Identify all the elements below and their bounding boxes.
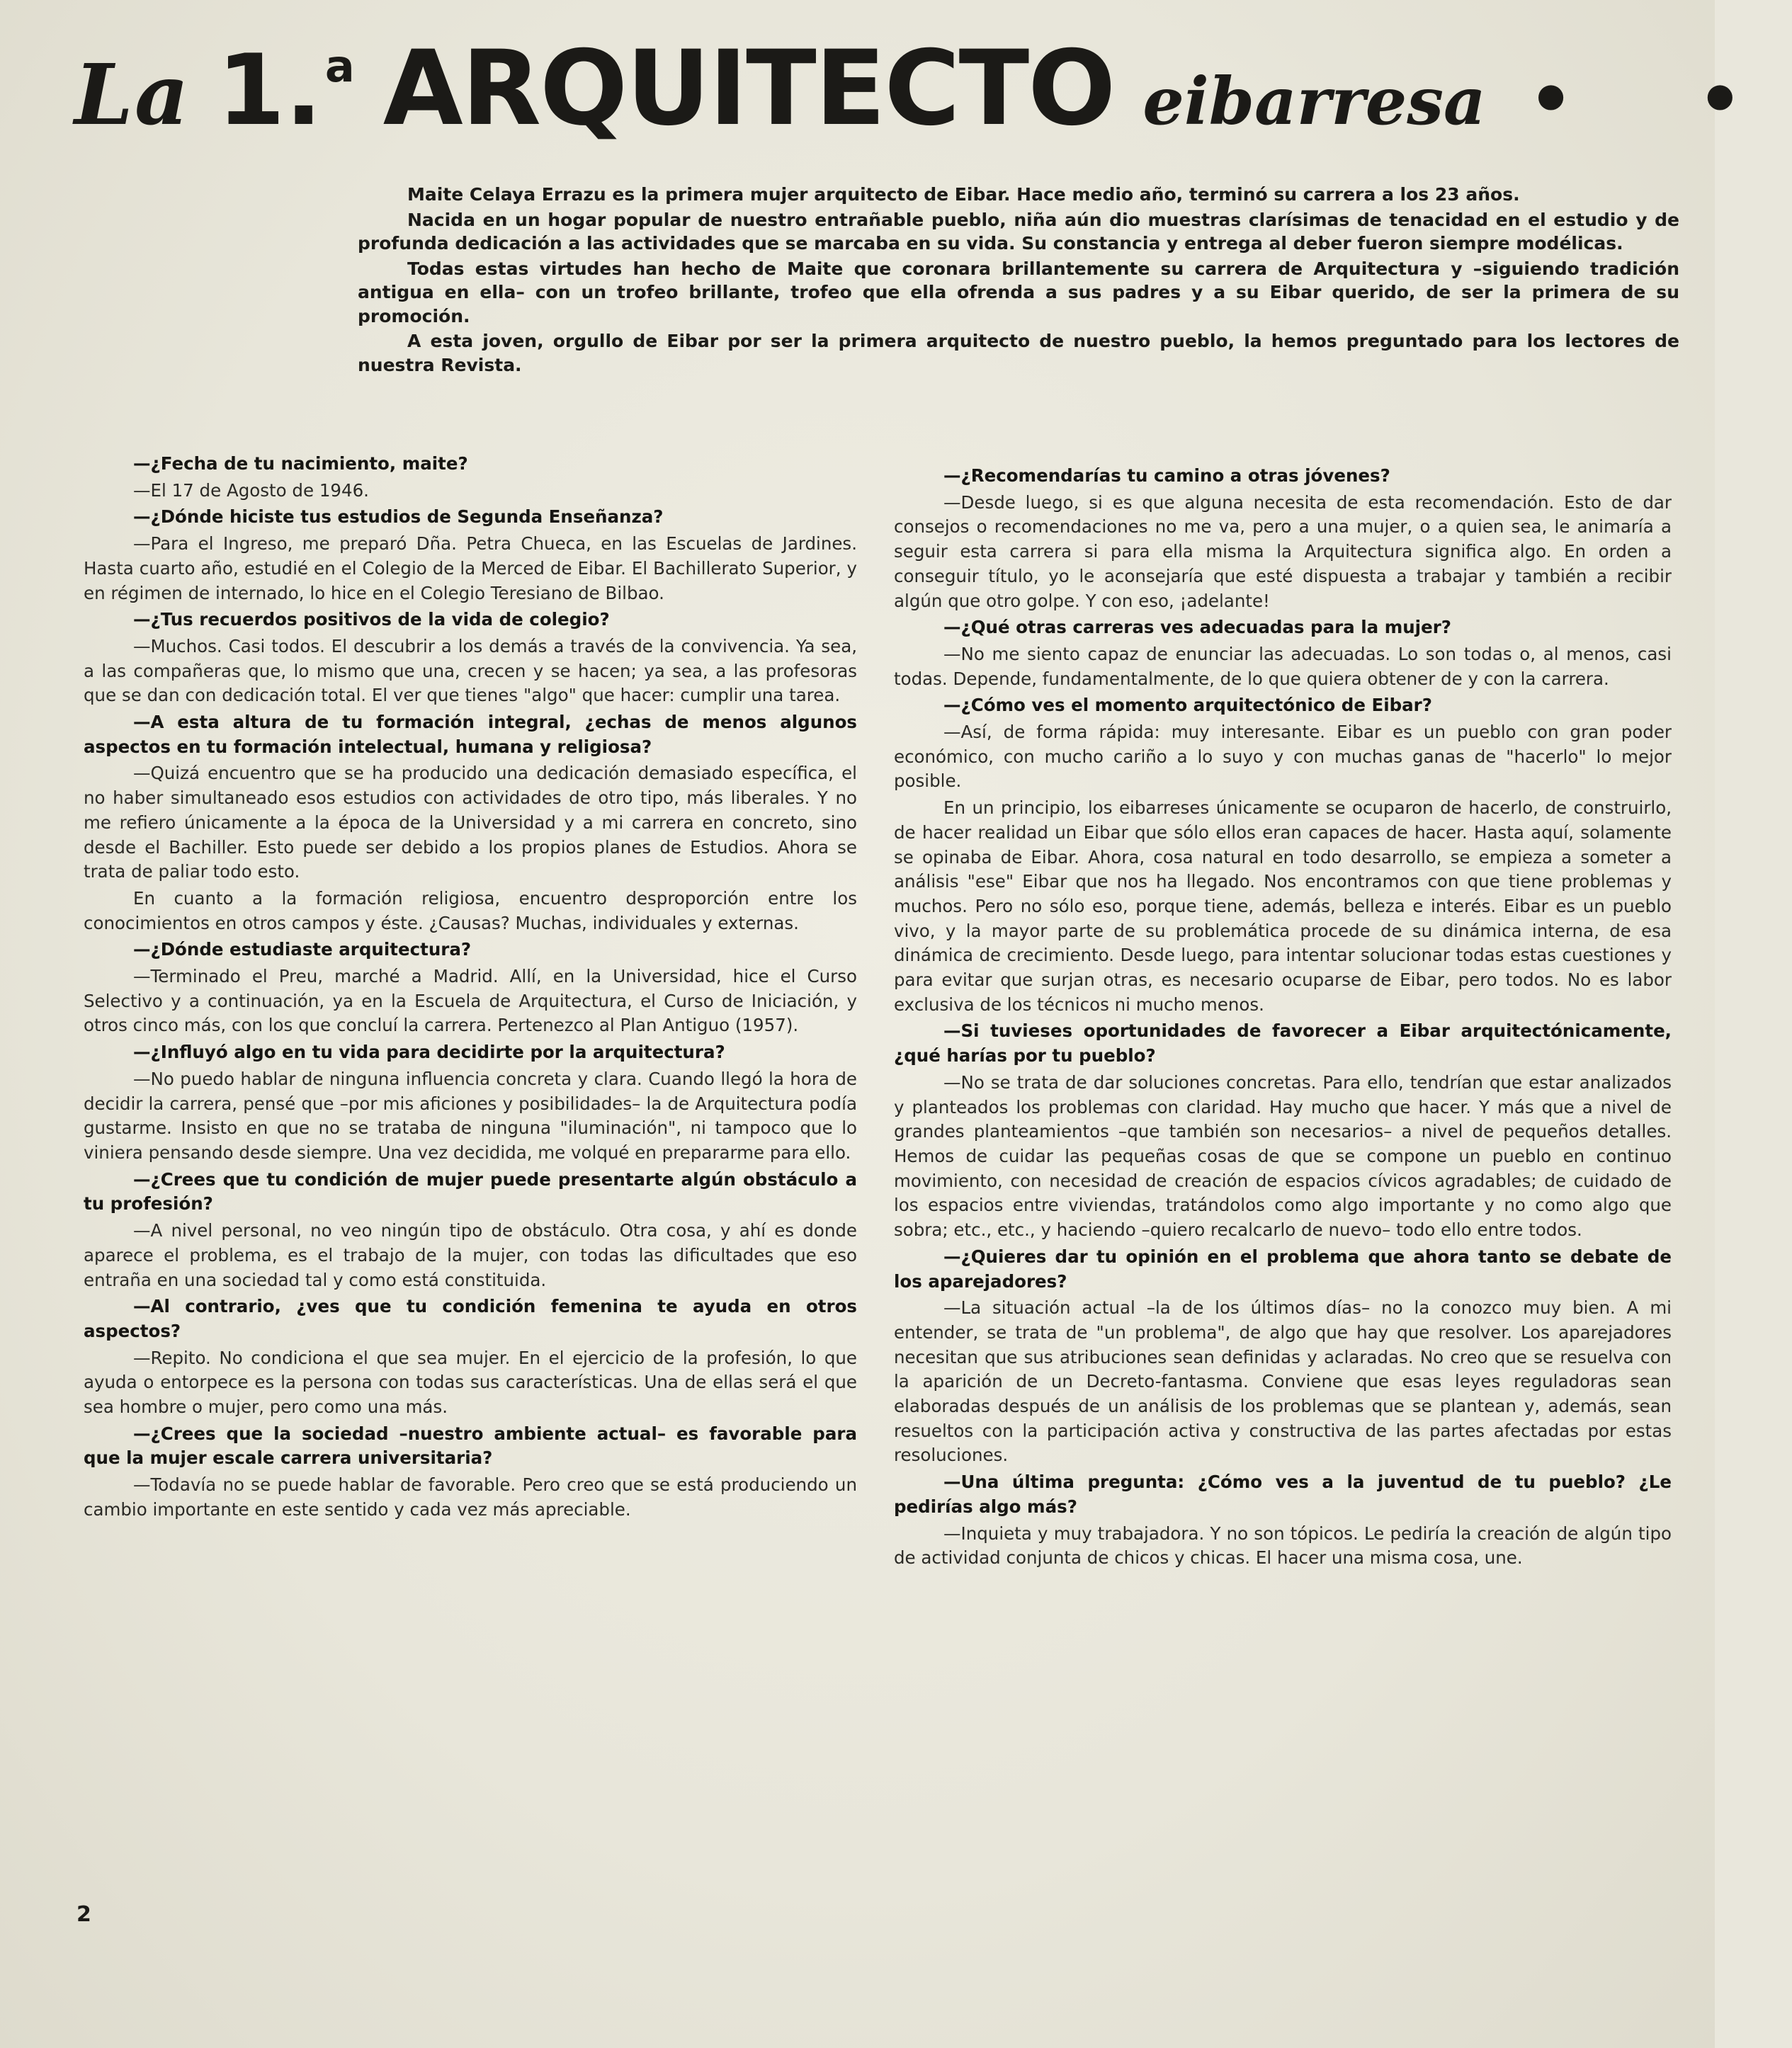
- interview-question: —¿Fecha de tu nacimiento, maite?: [133, 453, 468, 474]
- title-la: La: [74, 45, 191, 144]
- interview-question: —Al contrario, ¿ves que tu condición femenina te ayuda en otros aspectos?: [84, 1296, 857, 1341]
- intro-paragraph: Todas estas virtudes han hecho de Maite que coronara brillantemente su carrera de Arquitectura y –siguiendo tradición antigua en ella– con un trofeo brillante, trofeo que ella ofrenda a sus padres y a su Eibar querido, de ser la primera de su promoción.: [358, 258, 1679, 326]
- interview-answer: En un principio, los eibarreses únicamente se ocuparon de hacerlo, de construirlo, de hacer realidad un Eibar que sólo ellos eran capaces de hacer. Hasta aquí, solamente se opinaba de Eibar. Ahora, cosa natural en todo desarrollo, se empieza a someter a análisis "ese" Eibar que nos ha llegado. Nos encontramos con que tiene problemas y muchos. Pero no sólo eso, porque tiene, además, belleza e interés. Eibar es un pueblo vivo, y la mayor parte de su problemática procede de su dinámica interna, de esa dinámica de crecimiento. Desde luego, para intentar solucionar todas estas cuestiones y para evitar que surjan otras, es necesario ocuparse de Eibar, pero todos. No es labor exclusiva de los técnicos ni mucho menos.: [894, 797, 1672, 1015]
- interview-answer: —Así, de forma rápida: muy interesante. Eibar es un pueblo con gran poder económico, con mucho cariño a lo suyo y con muchas ganas de "hacerlo" lo mejor posible.: [894, 722, 1672, 792]
- interview-answer: —Terminado el Preu, marché a Madrid. Allí, en la Universidad, hice el Curso Selectivo y a continuación, ya en la Escuela de Arquitectura, el Curso de Iniciación, y otros cinco más, con los que concluí la carrera. Pertenezco al Plan Antiguo (1957).: [84, 966, 857, 1036]
- interview-answer: —Desde luego, si es que alguna necesita de esta recomendación. Esto de dar consejos o recomendaciones no me va, pero a una mujer, o a quien sea, le animaría a seguir esta carrera si para ella misma la Arquitectura significa algo. En orden a conseguir título, yo le aconsejaría que esté dispuesta a trabajar y también a recibir algún que otro golpe. Y con eso, ¡adelante!: [894, 491, 1672, 611]
- interview-answer: En cuanto a la formación religiosa, encuentro desproporción entre los conocimientos en otros campos y éste. ¿Causas? Muchas, individuales y externas.: [84, 887, 857, 933]
- title-dots: • •: [1528, 58, 1792, 141]
- interview-answer: —No se trata de dar soluciones concretas. Para ello, tendrían que estar analizados y planteados los problemas con claridad. Hay mucho que hacer. Y más que a nivel de grandes planteamientos –que también son necesarios– a nivel de pequeños detalles. Hemos de cuidar las pequeñas cosas de que se compone un pueblo en continuo movimiento, con necesidad de creación de espacios cívicos agradables; de cuidado de los espacios entre viviendas, tratándolos como algo importante y no como algo que sobra; etc., etc., y haciendo –quiero recalcarlo de nuevo– todo ello entre todos.: [894, 1071, 1672, 1241]
- interview-answer: —No me siento capaz de enunciar las adecuadas. Lo son todas o, al menos, casi todas. Depende, fundamentalmente, de lo que quiera obtener de y con la carrera.: [894, 643, 1672, 689]
- title-number-superscript: a: [324, 40, 355, 92]
- interview-question: —¿Crees que tu condición de mujer puede presentarte algún obstáculo a tu profesión?: [84, 1168, 857, 1214]
- interview-question: —Si tuvieses oportunidades de favorecer a Eibar arquitectónicamente, ¿qué harías por tu pueblo?: [894, 1020, 1672, 1066]
- interview-answer: —No puedo hablar de ninguna influencia concreta y clara. Cuando llegó la hora de decidir la carrera, pensé que –por mis aficiones y posibilidades– la de Arquitectura podía gustarme. Insisto en que no se trataba de ninguna "iluminación", ni tampoco que lo viniera pensando desde siempre. Una vez decidida, me volqué en prepararme para ello.: [84, 1068, 857, 1163]
- interview-question: —Una última pregunta: ¿Cómo ves a la juventud de tu pueblo? ¿Le pedirías algo más?: [894, 1472, 1672, 1517]
- page-number: 2: [76, 1902, 91, 1927]
- title-number: 1.: [217, 33, 322, 147]
- article-title: [74, 28, 1792, 149]
- interview-answer: —Repito. No condiciona el que sea mujer. En el ejercicio de la profesión, lo que ayuda o entorpece es la persona con todas sus características. Una de ellas será el que sea hombre o mujer, pero como una más.: [84, 1347, 857, 1418]
- intro-paragraph: Maite Celaya Errazu es la primera mujer arquitecto de Eibar. Hace medio año, terminó su carrera a los 23 años.: [407, 184, 1520, 205]
- interview-answer: —El 17 de Agosto de 1946.: [133, 479, 369, 501]
- interview-question: —¿Qué otras carreras ves adecuadas para la mujer?: [943, 617, 1451, 638]
- intro-paragraph: A esta joven, orgullo de Eibar por ser la primera arquitecto de nuestro pueblo, la hemos preguntado para los lectores de nuestra Revista.: [358, 331, 1679, 375]
- interview-answer: —Muchos. Casi todos. El descubrir a los demás a través de la convivencia. Ya sea, a las compañeras que, lo mismo que una, crecen y se hacen; ya sea, a las profesoras que se dan con dedicación total. El ver que tienes "algo" que hacer: cumplir una tarea.: [84, 635, 857, 706]
- interview-question: —¿Recomendarías tu camino a otras jóvenes?: [943, 465, 1390, 486]
- interview-answer: —Todavía no se puede hablar de favorable. Pero creo que se está produciendo un cambio importante en este sentido y cada vez más apreciable.: [84, 1474, 857, 1520]
- interview-question: —¿Dónde hiciste tus estudios de Segunda Enseñanza?: [133, 506, 664, 528]
- interview-answer: —Inquieta y muy trabajadora. Y no son tópicos. Le pediría la creación de algún tipo de actividad conjunta de chicos y chicas. El hacer una misma cosa, une.: [894, 1523, 1672, 1569]
- title-main: ARQUITECTO: [382, 28, 1115, 149]
- interview-answer: —Quizá encuentro que se ha producido una dedicación demasiado específica, el no haber simultaneado esos estudios con actividades de otro tipo, más liberales. Y no me refiero únicamente a la época de la Universidad y a mi carrera en concreto, sino desde el Bachiller. Esto puede ser debido a los propios planes de Estudios. Ahora se trata de paliar todo esto.: [84, 763, 857, 882]
- interview-question: —¿Quieres dar tu opinión en el problema que ahora tanto se debate de los aparejadores?: [894, 1246, 1672, 1292]
- title-suffix: eibarresa: [1142, 63, 1486, 140]
- interview-question: —¿Dónde estudiaste arquitectura?: [133, 939, 472, 960]
- left-column: [84, 452, 857, 1525]
- interview-question: —¿Influyó algo en tu vida para decidirte por la arquitectura?: [133, 1042, 725, 1063]
- right-column: [894, 464, 1672, 1573]
- interview-question: —¿Cómo ves el momento arquitectónico de Eibar?: [943, 695, 1432, 716]
- interview-answer: —Para el Ingreso, me preparó Dña. Petra Chueca, en las Escuelas de Jardines. Hasta cuarto año, estudié en el Colegio de la Merced de Eibar. El Bachillerato Superior, y en régimen de internado, lo hice en el Colegio Teresiano de Bilbao.: [84, 533, 857, 603]
- intro-paragraph: Nacida en un hogar popular de nuestro entrañable pueblo, niña aún dio muestras clarísimas de tenacidad en el estudio y de profunda dedicación a las actividades que se marcaba en su vida. Su constancia y entrega al deber fueron siempre modélicas.: [358, 209, 1679, 254]
- interview-question: —A esta altura de tu formación integral, ¿echas de menos algunos aspectos en tu formación intelectual, humana y religiosa?: [84, 712, 857, 757]
- interview-question: —¿Crees que la sociedad –nuestro ambiente actual– es favorable para que la mujer escale carrera universitaria?: [84, 1423, 857, 1469]
- intro-text: [358, 183, 1679, 378]
- interview-answer: —A nivel personal, no veo ningún tipo de obstáculo. Otra cosa, y ahí es donde aparece el problema, es el trabajo de la mujer, con todas las dificultades que eso entraña en una sociedad tal y como está constituida.: [84, 1220, 857, 1290]
- interview-question: —¿Tus recuerdos positivos de la vida de colegio?: [133, 609, 610, 630]
- interview-answer: —La situación actual –la de los últimos días– no la conozco muy bien. A mi entender, se trata de "un problema", de algo que hay que resolver. Los aparejadores necesitan que sus atribuciones sean definidas y aclaradas. No creo que se resuelva con la aparición de un Decreto-fantasma. Conviene que esas leyes reguladoras sean elaboradas después de un análisis de los problemas que se plantean y, además, sean resueltos con la participación activa y constructiva de las partes afectadas por estas resoluciones.: [894, 1297, 1672, 1466]
